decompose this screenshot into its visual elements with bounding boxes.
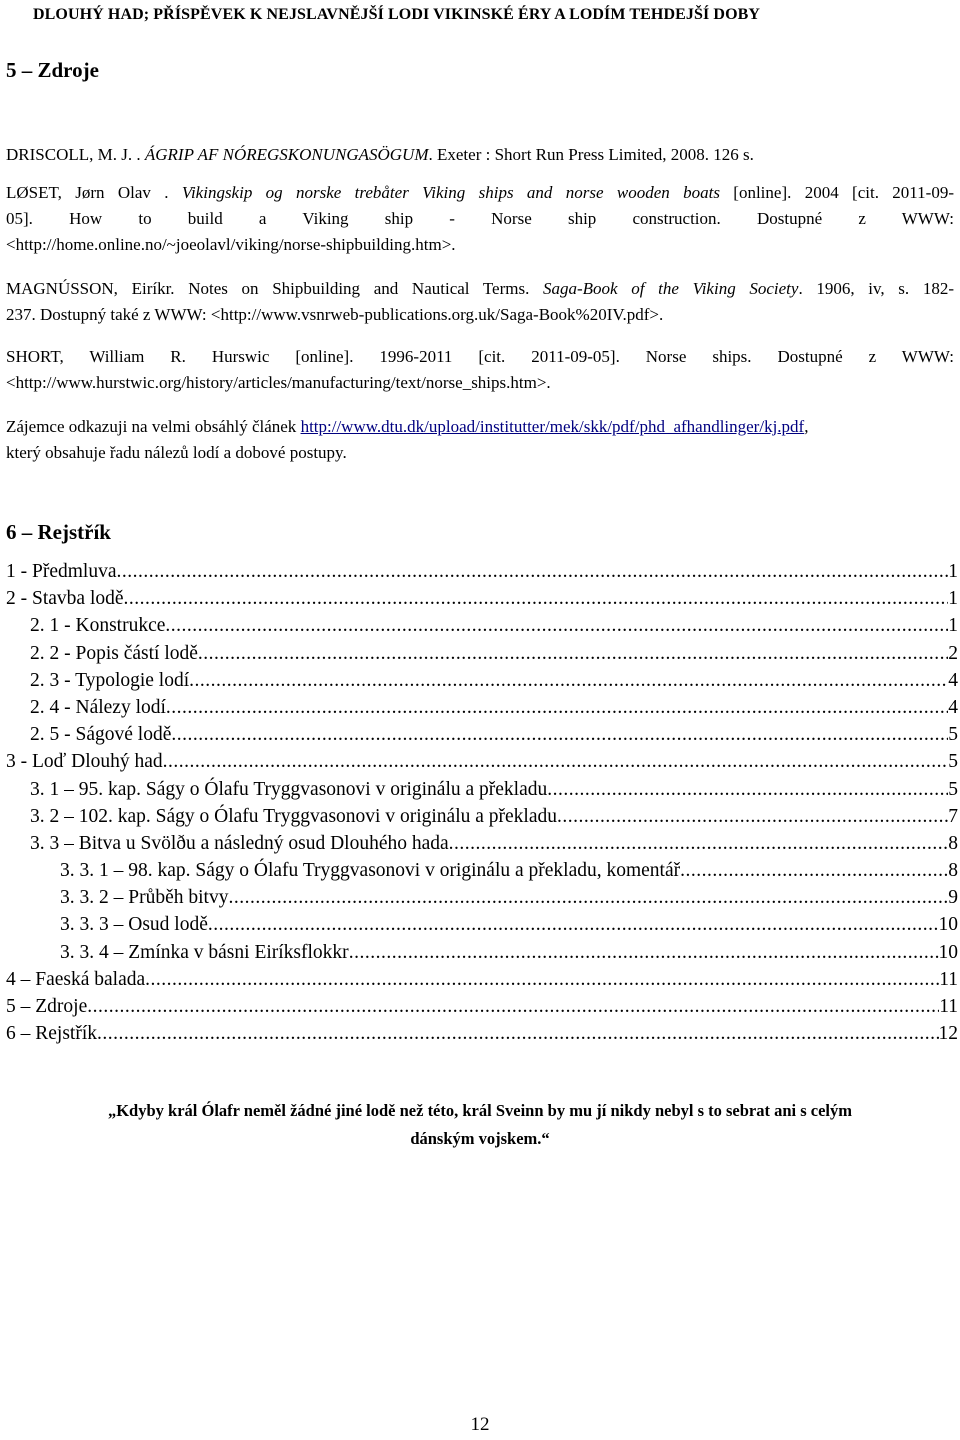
toc-dot-leader xyxy=(116,561,948,583)
toc-dot-leader xyxy=(228,887,948,909)
toc-entry-label: 2. 3 - Typologie lodí xyxy=(30,669,190,691)
toc-entry[interactable] xyxy=(6,860,958,887)
toc-entry-page: 9 xyxy=(948,887,958,909)
toc-entry-label: 4 – Faeská balada xyxy=(6,968,146,990)
toc-entry[interactable] xyxy=(6,887,958,914)
toc-entry-label: 3 - Loď Dlouhý had xyxy=(6,751,163,773)
source-note-line2: který obsahuje řadu nálezů lodí a dobové postupy. xyxy=(6,443,347,462)
source-note xyxy=(6,414,954,466)
toc-entry-label: 5 – Zdroje xyxy=(6,996,88,1017)
toc-entry-label: 2. 2 - Popis částí lodě xyxy=(30,642,198,664)
toc-dot-leader xyxy=(97,1023,939,1045)
toc-entry-page: 1 xyxy=(948,615,958,637)
toc-entry-page: 4 xyxy=(948,669,958,691)
source-loset xyxy=(6,180,954,258)
toc-entry-page: 5 xyxy=(948,751,958,773)
toc-entry[interactable] xyxy=(6,942,958,969)
toc-entry[interactable] xyxy=(6,561,958,588)
toc-entry-label: 3. 3. 4 – Zmínka v básni Eiríksflokkr xyxy=(60,941,349,963)
toc-dot-leader xyxy=(165,615,948,637)
toc-entry-label: 2 - Stavba lodě xyxy=(6,588,124,610)
toc-dot-leader xyxy=(680,860,948,882)
source-magnusson-line2: 237. Dostupný také z WWW: <http://www.vsnrweb-publications.org.uk/Saga-Book%20IV.pdf>. xyxy=(6,305,664,324)
source-driscoll-title: ÁGRIP AF NÓREGSKONUNGASÖGUM xyxy=(144,145,429,164)
source-magnusson-line1 xyxy=(6,276,954,302)
toc-dot-leader xyxy=(163,751,949,773)
source-driscoll xyxy=(6,142,954,168)
toc-entry-label: 2. 1 - Konstrukce xyxy=(30,615,166,637)
source-note-link[interactable]: http://www.dtu.dk/upload/institutter/mek/skk/pdf/phd_afhandlinger/kj.pdf xyxy=(300,417,805,436)
toc-entry-page: 11 xyxy=(939,968,958,990)
toc-entry-label: 3. 2 – 102. kap. Ságy o Ólafu Tryggvasonovi v originálu a překladu xyxy=(30,805,557,827)
toc-dot-leader xyxy=(171,724,948,746)
source-short-line1: SHORT, William R. Hurswic [online]. 1996-2011 [cit. 2011-09-05]. Norse ships. Dostupné z WWW: xyxy=(6,347,954,366)
toc-dot-leader xyxy=(198,643,948,665)
toc-entry[interactable] xyxy=(6,643,958,670)
source-loset-title: Vikingskip og norske trebåter Viking ships and norse wooden boats xyxy=(181,183,720,202)
toc-entry[interactable] xyxy=(6,806,958,833)
section-title-sources: 5 – Zdroje xyxy=(6,58,99,82)
source-note-comma: , xyxy=(804,417,809,436)
toc-entry-page: 12 xyxy=(938,1023,958,1045)
toc-entry-page: 2 xyxy=(948,642,958,664)
toc-entry-page: 7 xyxy=(948,805,958,827)
toc-entry-page: 10 xyxy=(938,941,958,963)
toc-entry-page: 8 xyxy=(948,832,958,854)
toc-entry-label: 6 – Rejstřík xyxy=(6,1023,97,1045)
toc-dot-leader xyxy=(449,833,949,855)
toc-entry-label: 3. 3. 1 – 98. kap. Ságy o Ólafu Tryggvasonovi v originálu a překladu, komentář xyxy=(60,860,681,882)
toc-dot-leader xyxy=(208,914,939,936)
toc-entry[interactable] xyxy=(6,1023,958,1050)
closing-quote xyxy=(0,1097,960,1153)
toc-entry[interactable] xyxy=(6,697,958,724)
toc-entry-page: 10 xyxy=(938,914,958,936)
toc-dot-leader xyxy=(349,942,939,964)
toc-entry[interactable] xyxy=(6,724,958,751)
source-loset-line3: <http://home.online.no/~joeolavl/viking/norse-shipbuilding.htm>. xyxy=(6,235,456,254)
toc-entry[interactable] xyxy=(6,588,958,615)
toc-entry-page: 5 xyxy=(948,724,958,746)
source-loset-meta: [online]. 2004 [cit. 2011-09- xyxy=(719,183,954,202)
toc-dot-leader xyxy=(166,697,948,719)
toc-entry[interactable] xyxy=(6,996,958,1023)
toc-entry[interactable] xyxy=(6,615,958,642)
toc-entry-label: 1 - Předmluva xyxy=(6,561,117,582)
closing-quote-line2: dánským vojskem.“ xyxy=(410,1129,550,1148)
toc-dot-leader xyxy=(145,969,939,991)
toc-dot-leader xyxy=(557,806,948,828)
toc-entry[interactable] xyxy=(6,833,958,860)
toc-entry-page: 1 xyxy=(948,588,958,610)
page-number: 12 xyxy=(470,1414,490,1435)
toc-entry-label: 3. 3 – Bitva u Svölðu a následný osud Dlouhého hada xyxy=(30,832,449,854)
source-loset-line2: 05]. How to build a Viking ship - Norse ship construction. Dostupné z WWW: xyxy=(6,209,954,228)
toc-entry-label: 3. 3. 2 – Průběh bitvy xyxy=(60,887,229,909)
toc-entry[interactable] xyxy=(6,751,958,778)
toc-entry-label: 3. 1 – 95. kap. Ságy o Ólafu Tryggvasonovi v originálu a překladu xyxy=(30,778,548,800)
toc-dot-leader xyxy=(189,670,948,692)
source-magnusson-meta: . 1906, iv, s. 182- xyxy=(798,279,954,298)
toc-dot-leader xyxy=(124,588,949,610)
toc-entry-page: 8 xyxy=(948,860,958,882)
toc-entry-label: 2. 4 - Nálezy lodí xyxy=(30,696,166,718)
source-magnusson-author: MAGNÚSSON, Eiríkr. Notes on Shipbuilding and Nautical Terms. xyxy=(6,279,544,298)
closing-quote-line1: „Kdyby král Ólafr neměl žádné jiné lodě než této, král Sveinn by mu jí nikdy nebyl s to sebrat ani s celým xyxy=(107,1101,853,1120)
toc-dot-leader xyxy=(87,996,939,1018)
toc-dot-leader xyxy=(547,779,948,801)
section-title-index: 6 – Rejstřík xyxy=(6,520,111,544)
toc-entry-label: 2. 5 - Ságové lodě xyxy=(30,724,172,746)
running-header: DLOUHÝ HAD; PŘÍSPĚVEK K NEJSLAVNĚJŠÍ LODI VIKINSKÉ ÉRY A LODÍM TEHDEJŠÍ DOBY xyxy=(33,6,761,23)
source-magnusson-journal: Saga-Book of the Viking Society xyxy=(543,279,799,298)
source-note-line1 xyxy=(6,414,954,440)
source-note-text: Zájemce odkazuji na velmi obsáhlý článek xyxy=(6,417,301,436)
toc-entry[interactable] xyxy=(6,779,958,806)
source-short-line2: <http://www.hurstwic.org/history/articles/manufacturing/text/norse_ships.htm>. xyxy=(6,373,551,392)
toc-entry-label: 3. 3. 3 – Osud lodě xyxy=(60,914,208,936)
toc-entry-page: 5 xyxy=(948,778,958,800)
source-short xyxy=(6,344,954,396)
source-loset-line1 xyxy=(6,180,954,206)
table-of-contents xyxy=(6,561,958,1050)
toc-entry-page: 4 xyxy=(948,696,958,718)
toc-entry-page: 11 xyxy=(939,996,958,1017)
source-driscoll-author: DRISCOLL, M. J. . xyxy=(6,145,145,164)
toc-entry[interactable] xyxy=(6,670,958,697)
source-magnusson xyxy=(6,276,954,328)
source-driscoll-rest: . Exeter : Short Run Press Limited, 2008. 126 s. xyxy=(428,145,754,164)
source-loset-author: LØSET, Jørn Olav . xyxy=(6,183,182,202)
toc-entry-page: 1 xyxy=(948,561,958,582)
toc-entry[interactable] xyxy=(6,969,958,996)
toc-entry[interactable] xyxy=(6,914,958,941)
